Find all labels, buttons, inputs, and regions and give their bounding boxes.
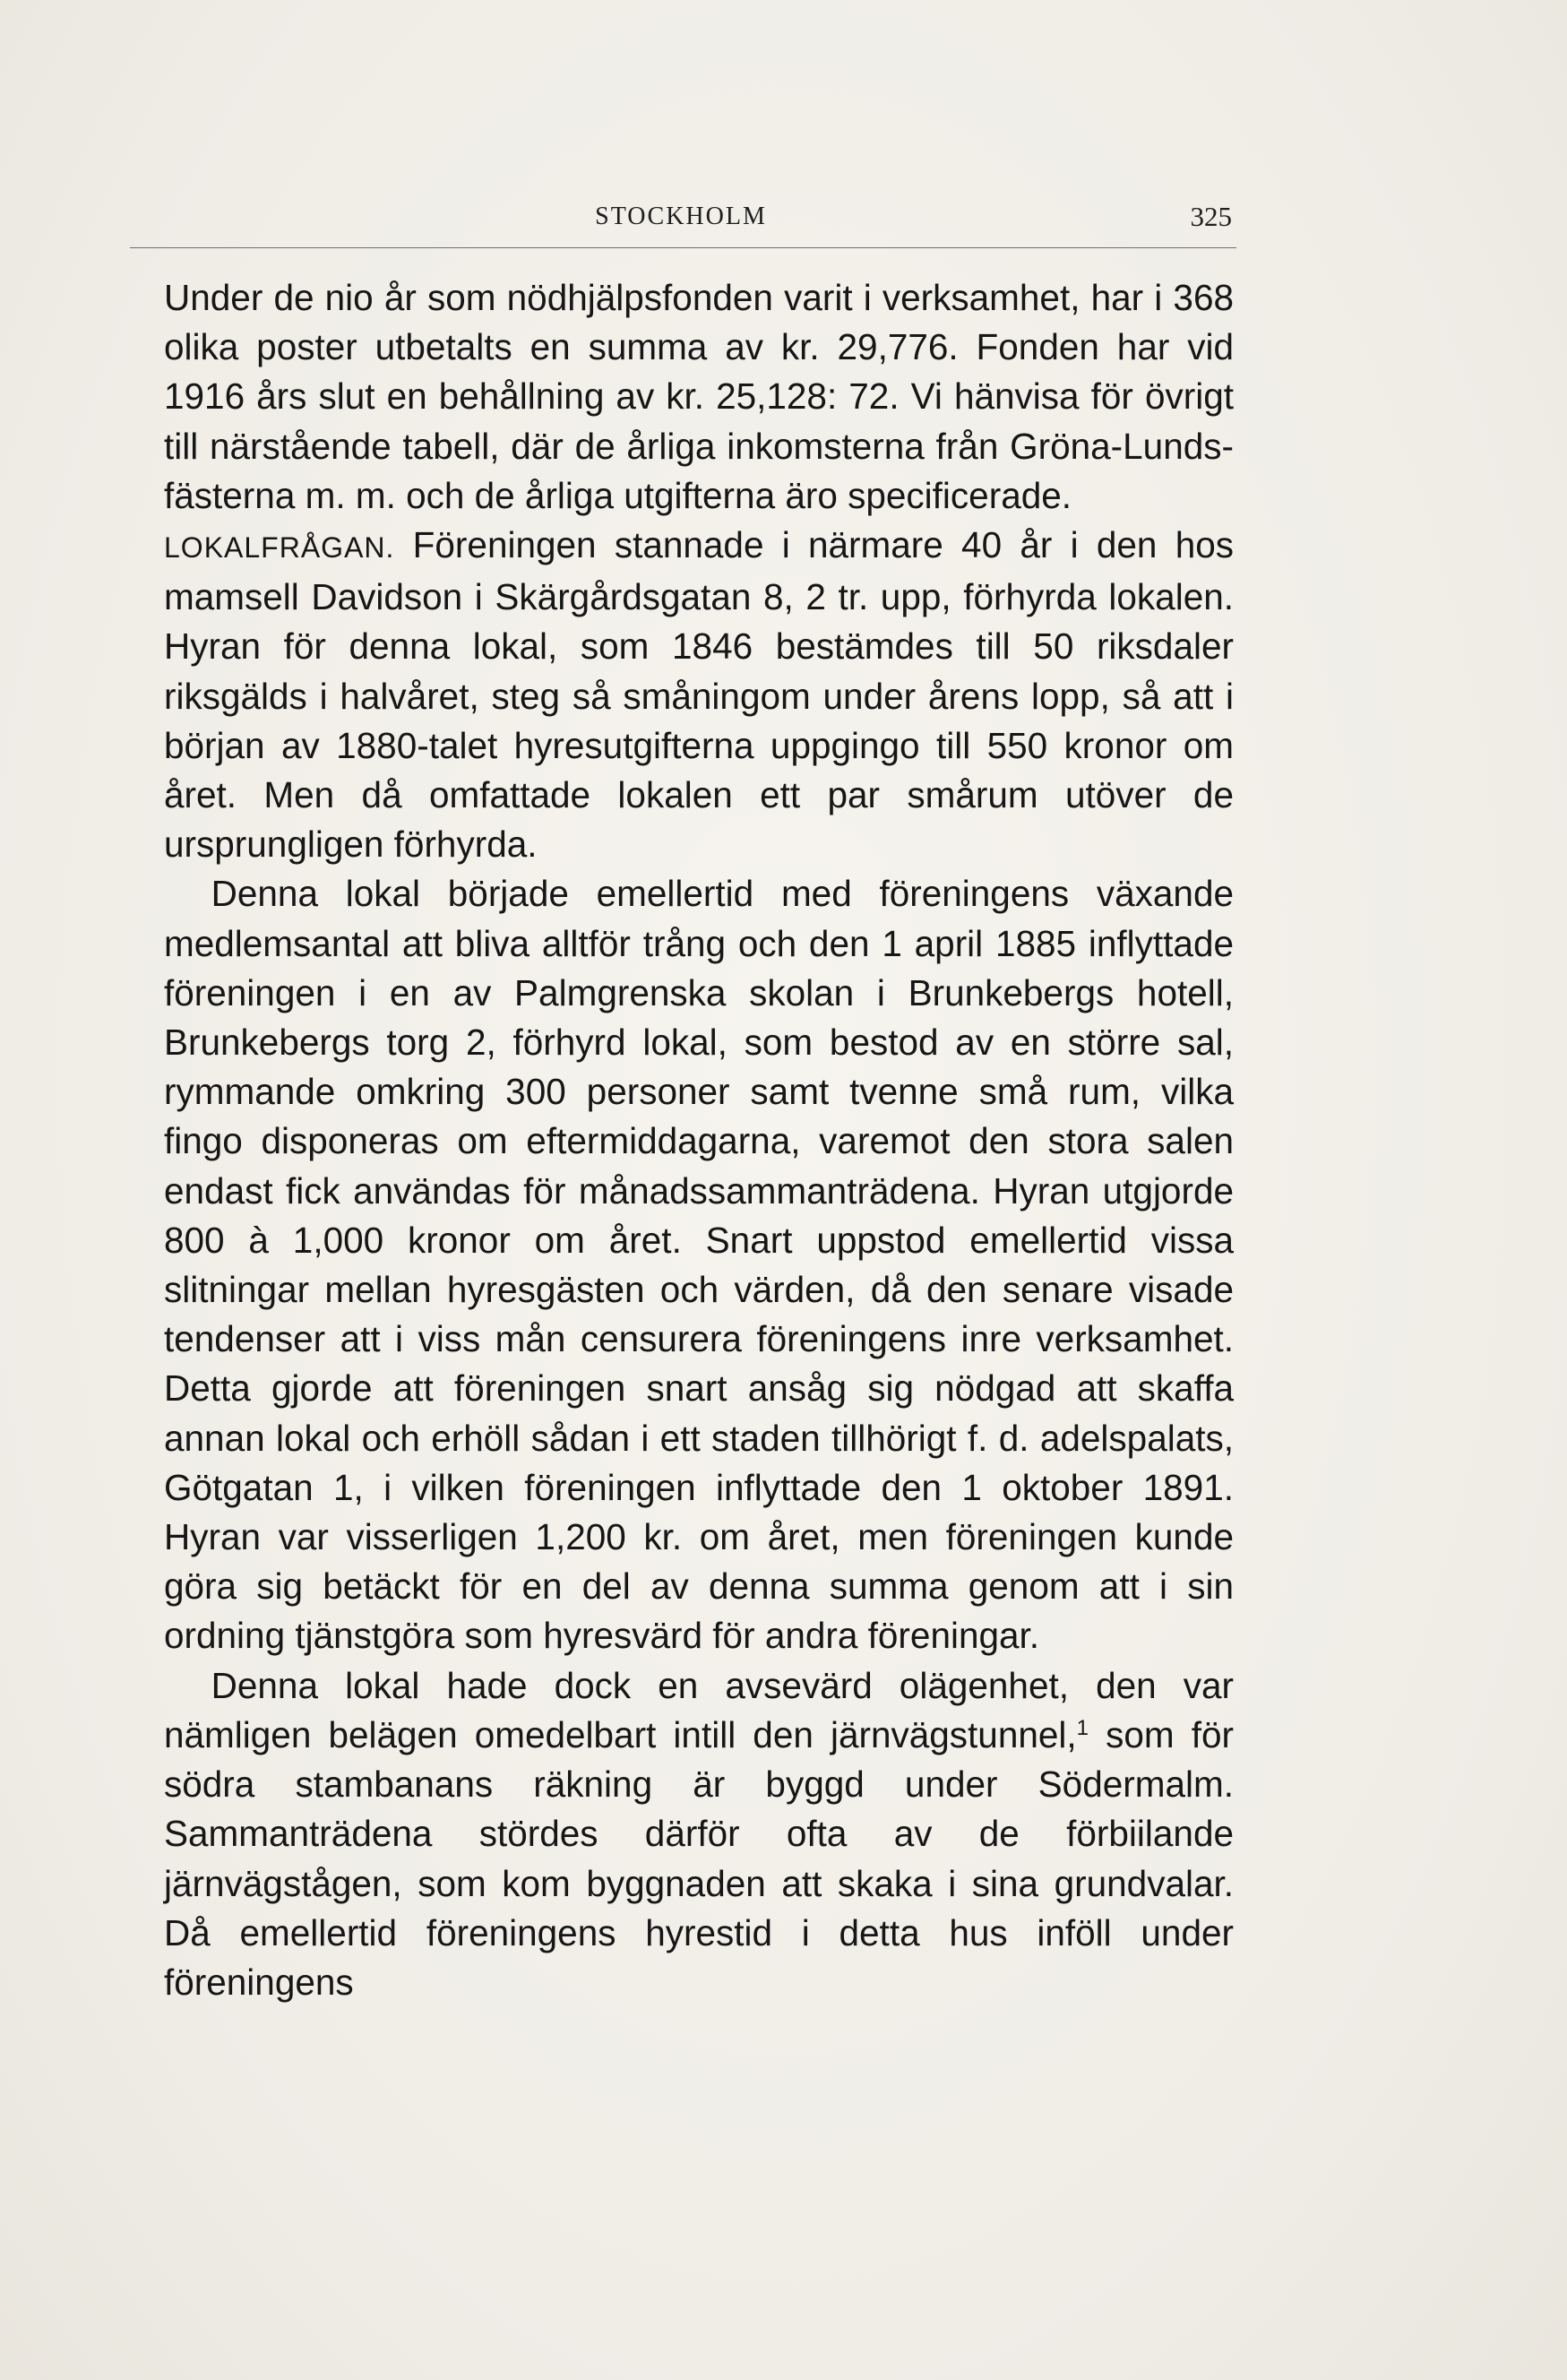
header-rule — [130, 247, 1236, 248]
paragraph-4-text-a: Denna lokal hade dock en avsevärd olägenhet, den var nämligen belägen omedelbart intill den järnvägstunnel, — [164, 1664, 1234, 1755]
paragraph-4-text-b: som för södra stambanans räkning är byggd under Södermalm. Sammanträdena stördes därför ofta av de förbiilande järnvägstågen, som kom byggnaden att skaka i sina grundvalar. Då emellertid föreningens hyrestid i detta hus inföll under föreningens — [164, 1713, 1234, 2003]
body-text — [164, 273, 1234, 2007]
paragraph-2-text: Föreningen stannade i närmare 40 år i den hos mamsell Davidson i Skärgårdsgatan 8, 2 tr. upp, förhyrda lokalen. Hyran för denna lokal, som 1846 bestämdes till 50 riksdaler riksgälds i halvåret, steg så småningom under årens lopp, så att i början av 1880-talet hyresutgifterna uppgingo till 550 kronor om året. Men då omfattade lokalen ett par smårum utöver de ursprungligen förhyrda. — [164, 524, 1234, 866]
paragraph-4 — [164, 1661, 1234, 2007]
running-title: STOCKHOLM — [595, 203, 767, 230]
footnote-marker: 1 — [1076, 1715, 1089, 1740]
paragraph-3: Denna lokal började emellertid med föreningens växande medlemsantal att bliva alltför trång och den 1 april 1885 inflyttade föreningen i en av Palmgrenska skolan i Brunkebergs hotell, Brunkebergs torg 2, förhyrd lokal, som bestod av en större sal, rymmande omkring 300 personer samt tvenne små rum, vilka fingo disponeras om eftermiddagarna, varemot den stora salen endast fick användas för månadssammanträdena. Hyran utgjorde 800 à 1,000 kronor om året. Snart uppstod emellertid vissa slitningar mellan hyresgästen och värden, då den senare visade tendenser att i viss mån censurera föreningens inre verksamhet. Detta gjorde att föreningen snart ansåg sig nödgad att skaffa annan lokal och erhöll sådan i ett staden tillhörigt f. d. adelspalats, Götgatan 1, i vilken föreningen inflyttade den 1 oktober 1891. Hyran var visserligen 1,200 kr. om året, men föreningen kunde göra sig betäckt för en del av denna summa genom att i sin ordning tjänstgöra som hyresvärd för andra föreningar. — [164, 873, 1234, 1657]
paragraph-1: Under de nio år som nödhjälpsfonden varit i verksamhet, har i 368 olika poster utbetalts en summa av kr. 29,776. Fonden har vid 1916 års slut en behållning av kr. 25,128: 72. Vi hänvisa för övrigt till närstående tabell, där de årliga inkomsterna från Gröna-Lunds-fästerna m. m. och de årliga utgifterna äro specificerade. — [164, 277, 1234, 516]
paragraph-2 — [164, 521, 1234, 869]
page-number: 325 — [1190, 201, 1232, 232]
running-head — [130, 197, 1232, 233]
section-heading: LOKALFRÅGAN. — [164, 531, 395, 565]
